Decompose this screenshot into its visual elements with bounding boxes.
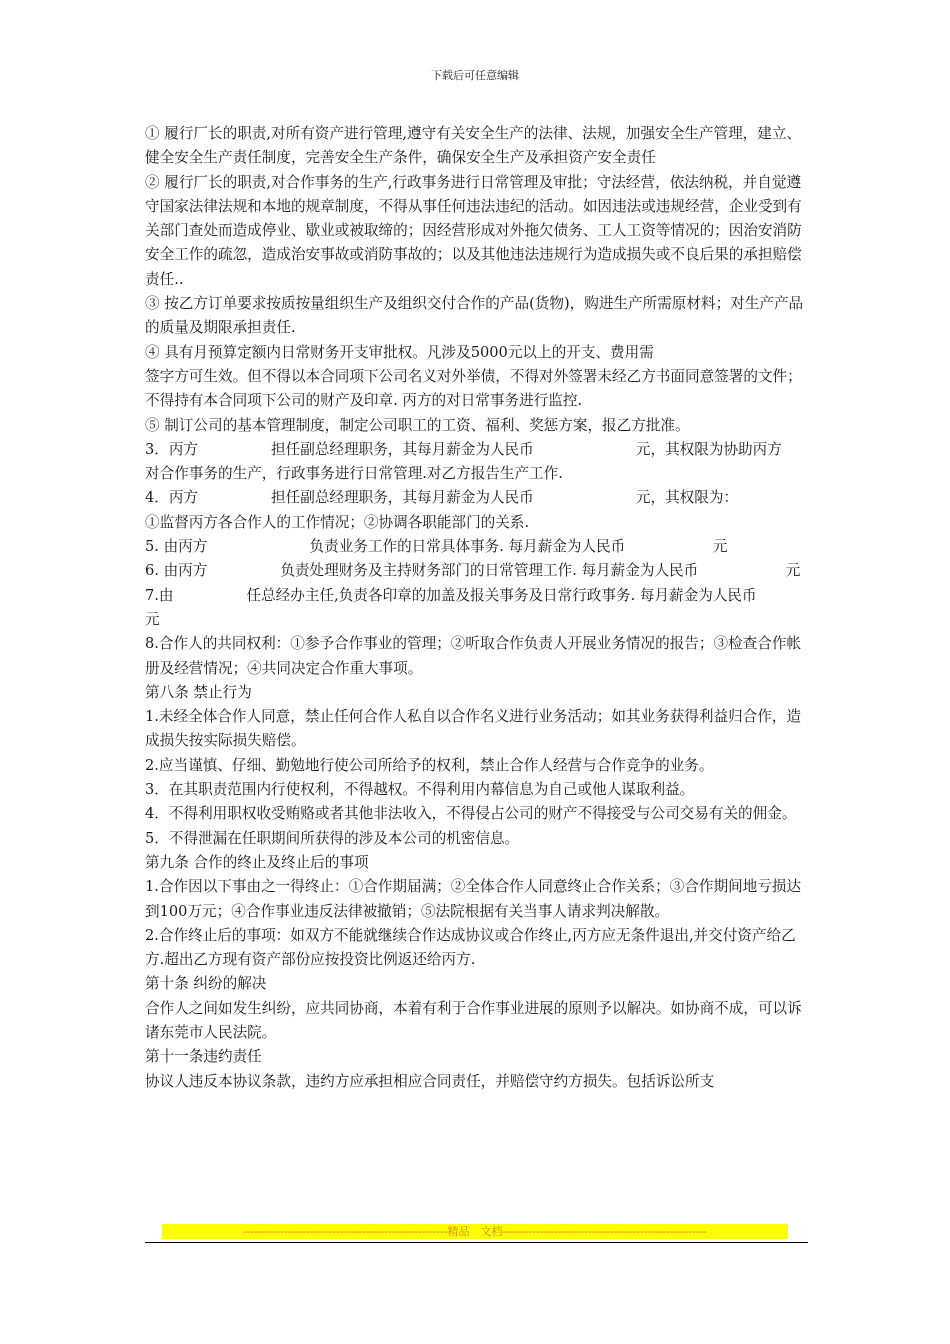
paragraph: 合作人之间如发生纠纷，应共同协商，本着有利于合作事业进展的原则予以解决。如协商不成，可以诉诸东莞市人民法院。 (145, 999, 802, 1041)
paragraph: 8.合作人的共同权利：①参予合作事业的管理；②听取合作负责人开展业务情况的报告；③检查合作帐册及经营情况；④共同决定合作重大事项。 (145, 635, 802, 677)
document-body (145, 122, 855, 1094)
paragraph: 4．不得利用职权收受贿赂或者其他非法收入，不得侵占公司的财产不得接受与公司交易有关的佣金。 (145, 805, 797, 823)
page-header: 下载后可任意编辑 (431, 69, 519, 82)
footer-divider (145, 1242, 808, 1243)
paragraph: ③ 按乙方订单要求按质按量组织生产及组织交付合作的产品(货物)，购进生产所需原材料；对生产产品的质量及期限承担责任. (145, 295, 804, 337)
paragraph: 1.合作因以下事由之一得终止：①合作期届满；②全体合作人同意终止合作关系；③合作期间地亏损达到100万元；④合作事业违反法律被撤销；⑤法院根据有关当事人请求判决解散。 (145, 878, 802, 920)
section-heading: 第十一条违约责任 (145, 1048, 262, 1066)
paragraph: ① 履行厂长的职责,对所有资产进行管理,遵守有关安全生产的法律、法规，加强安全生产管理，建立、健全安全生产责任制度，完善安全生产条件，确保安全生产及承担资产安全责任 (145, 125, 802, 167)
paragraph: 3．在其职责范围内行使权利，不得越权。不得利用内幕信息为自己或他人谋取利益。 (145, 781, 695, 799)
paragraph: ①监督丙方各合作人的工作情况；②协调各职能部门的关系. (145, 513, 530, 531)
paragraph: 2.合作终止后的事项：如双方不能就继续合作达成协议或合作终止,丙方应无条件退出,并交付资产给乙方.超出乙方现有资产部份应按投资比例返还给丙方. (145, 926, 796, 969)
paragraph: ⑤ 制订公司的基本管理制度，制定公司职工的工资、福利、奖惩方案，报乙方批准。 (145, 416, 690, 434)
section-heading: 第十条 纠纷的解决 (145, 975, 267, 993)
paragraph: 5. 由丙方 负责业务工作的日常具体事务. 每月薪金为人民币 元 (145, 538, 728, 556)
footer-watermark: -------------------------------------------------------精品 文档------------------------------------------------------- (162, 1224, 788, 1239)
section-heading: 第八条 禁止行为 (145, 683, 252, 701)
paragraph: ② 履行厂长的职责,对合作事务的生产,行政事务进行日常管理及审批；守法经营，依法纳税，并自觉遵守国家法律法规和本地的规章制度，不得从事任何违法违纪的活动。如因违法或违规经营，企业受到有关部门查处而造成停业、歇业或被取缔的；因经营形成对外拖欠债务、工人工资等情况的；因治安消防安全工作的疏忽，造成治安事故或消防事故的；以及其他违法违规行为造成损失或不良后果的承担赔偿责任.. (145, 173, 802, 288)
paragraph: 4．丙方 担任副总经理职务，其每月薪金为人民币 元，其权限为： (145, 489, 739, 507)
paragraph: 1.未经全体合作人同意，禁止任何合作人私自以合作名义进行业务活动；如其业务获得利益归合作，造成损失按实际损失赔偿。 (145, 708, 802, 750)
paragraph: 7.由 任总经办主任,负责各印章的加盖及报关事务及日常行政事务. 每月薪金为人民币 元 (145, 586, 845, 628)
section-heading: 第九条 合作的终止及终止后的事项 (145, 853, 369, 871)
paragraph: 2.应当谨慎、仔细、勤勉地行使公司所给予的权利，禁止合作人经营与合作竞争的业务。 (145, 756, 714, 774)
paragraph: ④ 具有月预算定额内日常财务开支审批权。凡涉及5000元以上的开支、费用需 (145, 343, 654, 361)
paragraph: 签字方可生效。但不得以本合同项下公司名义对外举债，不得对外签署未经乙方书面同意签署的文件；不得持有本合同项下公司的财产及印章. 丙方的对日常事务进行监控. (145, 367, 802, 410)
paragraph: 3．丙方 担任副总经理职务，其每月薪金为人民币 元，其权限为协助丙方 对合作事务的生产，行政事务进行日常管理.对乙方报告生产工作. (145, 440, 855, 483)
paragraph: 6. 由丙方 负责处理财务及主持财务部门的日常管理工作. 每月薪金为人民币 元 (145, 562, 801, 580)
paragraph: 5．不得泄漏在任职期间所获得的涉及本公司的机密信息。 (145, 829, 520, 847)
paragraph: 协议人违反本协议条款，违约方应承担相应合同责任，并赔偿守约方损失。包括诉讼所支 (145, 1072, 715, 1090)
